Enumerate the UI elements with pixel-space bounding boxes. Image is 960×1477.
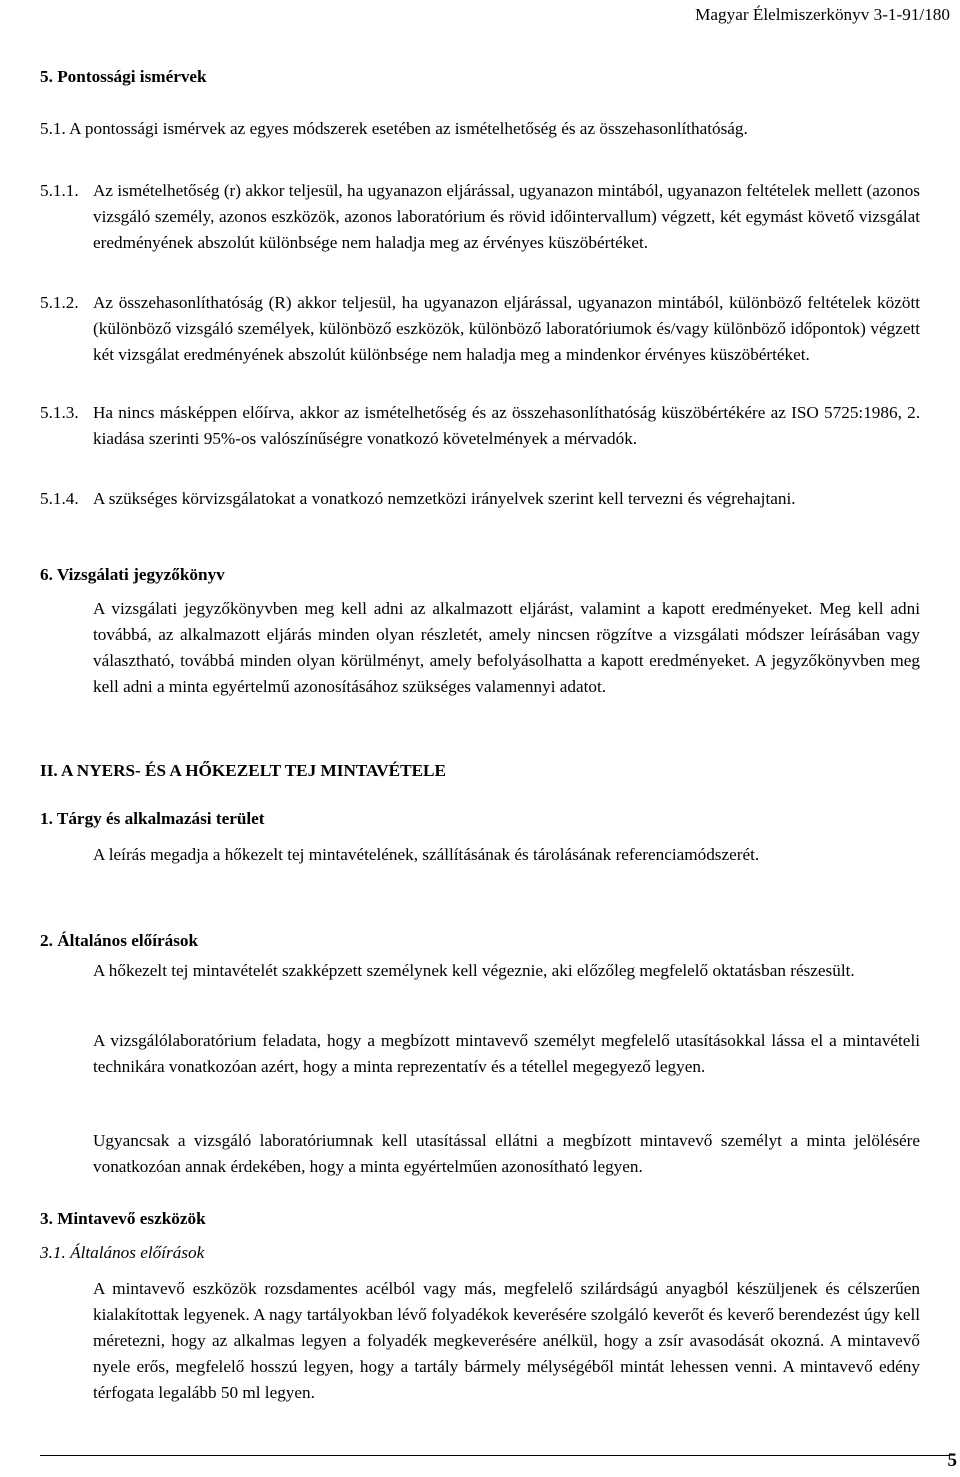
section-5-1-text: 5.1. A pontossági ismérvek az egyes módszerek esetében az ismételhetőség és az összehasonlíthatóság. [40,119,748,138]
item-text: Ha nincs másképpen előírva, akkor az ismételhetőség és az összehasonlíthatóság küszöbértékére az ISO 5725:1986, 2. kiadása szerinti 95%-os valószínűségre vonatkozó követelmények a mérvadók. [93,403,920,448]
section-ii-1-title: 1. Tárgy és alkalmazási terület [40,809,265,828]
section-ii-2-paragraph: A hőkezelt tej mintavételét szakképzett személynek kell végeznie, aki előzőleg megfelelő oktatásban részesült. [93,961,855,980]
item-5-1-1 [40,178,920,256]
section-ii-3-title: 3. Mintavevő eszközök [40,1209,206,1228]
item-5-1-3 [40,400,920,452]
section-ii-3-1-title: 3.1. Általános előírások [40,1243,205,1262]
item-number: 5.1.3. [40,403,79,422]
page-number: 5 [947,1450,957,1471]
item-number: 5.1.2. [40,293,79,312]
section-ii-2-title: 2. Általános előírások [40,931,199,950]
item-5-1-4 [40,486,920,512]
item-number: 5.1.1. [40,181,79,200]
item-5-1-2 [40,290,920,368]
section-ii-1-text: A leírás megadja a hőkezelt tej mintavételének, szállításának és tárolásának referenciamódszerét. [93,845,760,864]
section-6-title: 6. Vizsgálati jegyzőkönyv [40,565,225,584]
running-header: Magyar Élelmiszerkönyv 3-1-91/180 [695,5,950,24]
section-6-text: A vizsgálati jegyzőkönyvben meg kell adni az alkalmazott eljárást, valamint a kapott eredményeket. Meg kell adni továbbá, az alkalmazott eljárás minden olyan részletét, amely nincsen rögzítve a vizsgálati módszer leírásában vagy választható, továbbá minden olyan körülményt, amely befolyásolhatta a kapott eredményeket. A jegyzőkönyvben meg kell adni a minta egyértelmű azonosításához szükséges valamennyi adatot. [93,599,920,696]
part-ii-title: II. A NYERS- ÉS A HŐKEZELT TEJ MINTAVÉTELE [40,761,446,780]
item-text: Az összehasonlíthatóság (R) akkor teljesül, ha ugyanazon eljárással, ugyanazon mintából, különböző feltételek között (különböző vizsgáló személyek, különböző eszközök, különböző laboratóriumok és/vagy különböző időpontok) végzett két vizsgálat eredményének abszolút különbsége nem haladja meg a mindenkor érvényes küszöbértéket. [93,293,920,364]
item-text: A szükséges körvizsgálatokat a vonatkozó nemzetközi irányelvek szerint kell tervezni és végrehajtani. [93,489,796,508]
footer-rule [40,1455,950,1456]
section-ii-2-paragraph: A vizsgálólaboratórium feladata, hogy a megbízott mintavevő személyt megfelelő utasításokkal lássa el a mintavételi technikára vonatkozóan azért, hogy a minta reprezentatív és a tétellel megegyező legyen. [93,1031,920,1076]
section-5-title: 5. Pontossági ismérvek [40,67,207,86]
section-ii-3-1-text: A mintavevő eszközök rozsdamentes acélból vagy más, megfelelő szilárdságú anyagból készüljenek és célszerűen kialakítottak legyenek. A nagy tartályokban lévő folyadékok keverésére szolgáló keverőt és keverő berendezést úgy kell méretezni, hogy az alkalmas legyen a folyadék megkeverésére anélkül, hogy a zsír avasodását okozná. A mintavevő nyele erős, megfelelő hosszú legyen, hogy a tartály bármely mélységéből mintát lehessen venni. A mintavevő edény térfogata legalább 50 ml legyen. [93,1279,920,1402]
item-number: 5.1.4. [40,489,79,508]
item-text: Az ismételhetőség (r) akkor teljesül, ha ugyanazon eljárással, ugyanazon mintából, ugyanazon feltételek mellett (azonos vizsgáló személy, azonos eszközök, azonos laboratórium és rövid időintervallum) végzett, két egymást követő vizsgálat eredményének abszolút különbsége nem haladja meg az érvényes küszöbértéket. [93,181,920,252]
section-ii-2-paragraph: Ugyancsak a vizsgáló laboratóriumnak kell utasítással ellátni a megbízott mintavevő személyt a minta jelölésére vonatkozóan annak érdekében, hogy a minta egyértelműen azonosítható legyen. [93,1131,920,1176]
